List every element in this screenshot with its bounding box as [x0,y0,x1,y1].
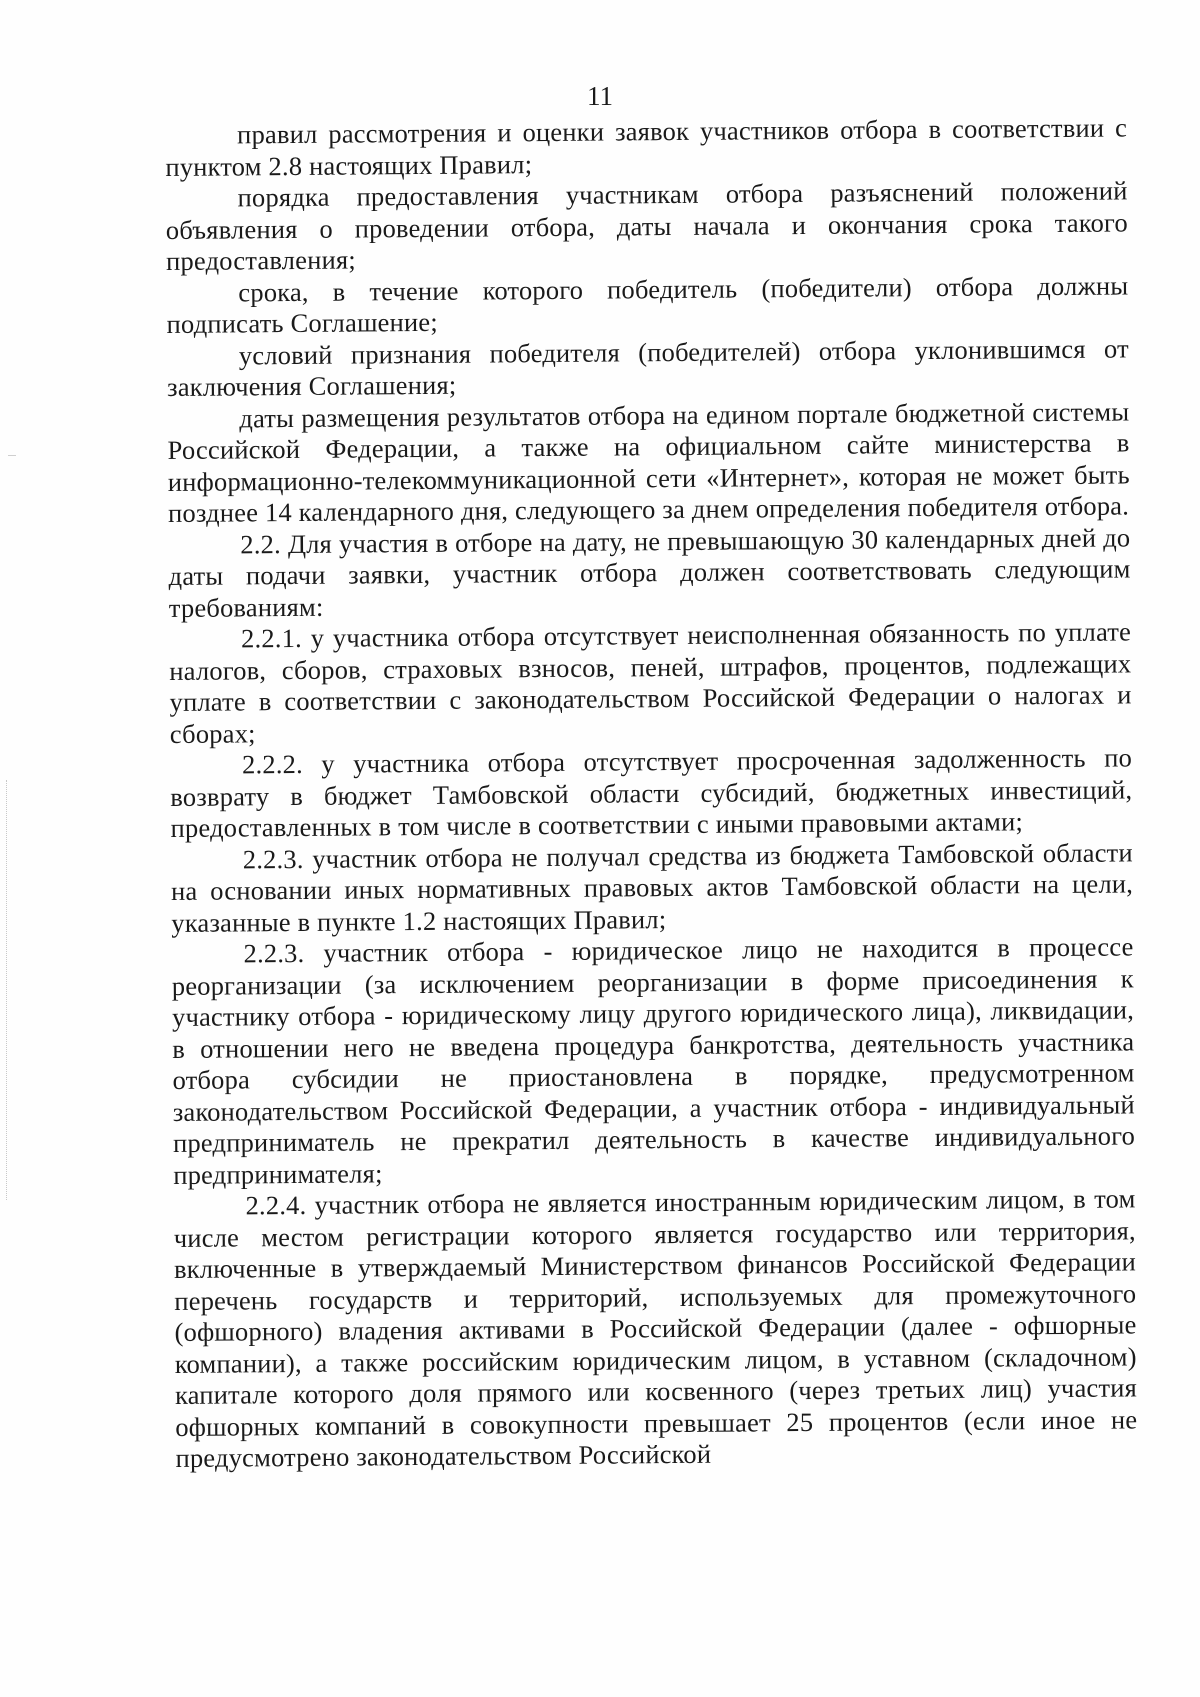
paragraph-2-2-3-a: 2.2.3. участник отбора не получал средства из бюджета Тамбовской области на основании иных нормативных правовых актов Тамбовской области на цели, указанные в пункте 1.2 настоящих Правил; [170,836,1134,938]
paragraph-evasion-conditions: условий признания победителя (победителей) отбора уклонившимся от заключения Соглашения; [166,332,1129,402]
paragraph-clarifications: порядка предоставления участникам отбора разъяснений положений объявления о проведении отбора, даты начала и окончания срока такого предоставления; [165,175,1128,276]
paragraph-2-2-1: 2.2.1. у участника отбора отсутствует неисполненная обязанность по уплате налогов, сборов, страховых взносов, пеней, штрафов, процентов, подлежащих уплате в соответствии с законодательством Российской Федерации о налогах и сборах; [169,616,1132,749]
scan-edge-mark [6,780,8,1200]
paragraph-2-2: 2.2. Для участия в отборе на дату, не превышающую 30 календарных дней до даты подачи заявки, участник отбора должен соответствовать следующим требованиям: [168,521,1131,623]
paragraph-2-2-2: 2.2.2. у участника отбора отсутствует просроченная задолженность по возврату в бюджет Тамбовской области субсидий, бюджетных инвестиций, предоставленных в том числе в соответствии с иными правовыми актами; [170,742,1133,843]
page-number: 11 [587,81,613,111]
paragraph-results-publication: даты размещения результатов отбора на едином портале бюджетной системы Российской Федерации, а также на официальном сайте министерства в информационно-телекоммуникационной сети «Интернет», которая не может быть позднее 14 календарного дня, следующего за днем определения победителя отбора. [167,395,1130,528]
paragraph-review-rules: правил рассмотрения и оценки заявок участников отбора в соответствии с пунктом 2.8 настоящих Правил; [165,112,1128,182]
scan-edge-tick [8,455,16,456]
paragraph-2-2-3-b: 2.2.3. участник отбора - юридическое лицо не находится в процессе реорганизации (за исключением реорганизации в форме присоединения к участнику отбора - юридическому лицу другого юридического лица), ликвидации, в отношении него не введена процедура банкротства, деятельность участника отбора субсидии не приостановлена в порядке, предусмотренном законодательством Российской Федерации, а участник отбора - индивидуальный предприниматель не прекратил деятельность в качестве индивидуального предпринимателя; [171,931,1136,1190]
document-body [165,112,1138,1474]
paragraph-2-2-4: 2.2.4. участник отбора не является иностранным юридическим лицом, в том числе местом регистрации которого является государство или территория, включенные в утверждаемый Министерством финансов Российской Федерации перечень государств и территорий, используемых для промежуточного (офшорного) владения активами в Российской Федерации (далее - офшорные компании), а также российским юридическим лицом, в уставном (складочном) капитале которого доля прямого или косвенного (через третьих лиц) участия офшорных компаний в совокупности превышает 25 процентов (если иное не предусмотрено законодательством Российской [173,1183,1138,1473]
paragraph-signing-deadline: срока, в течение которого победитель (победители) отбора должны подписать Соглашение; [166,269,1129,339]
